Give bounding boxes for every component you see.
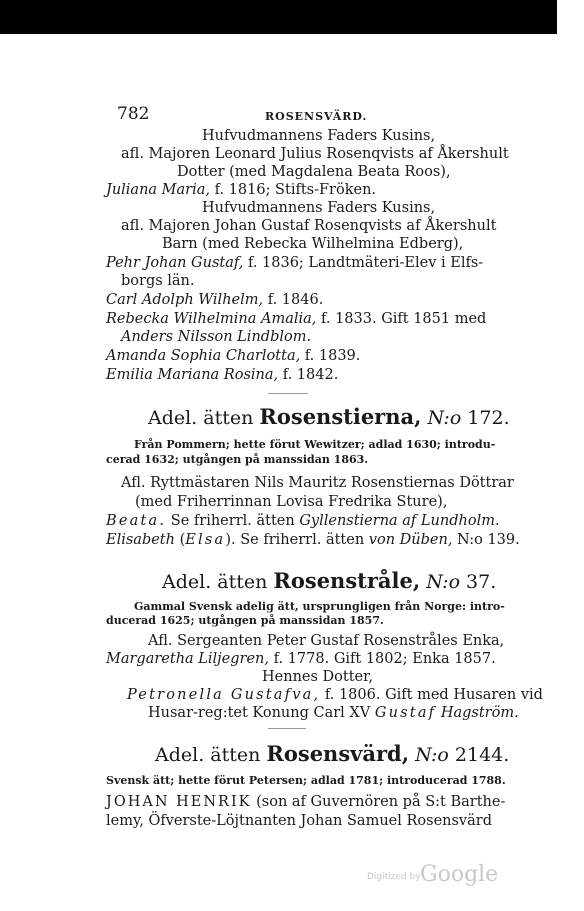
person-name: Juliana Maria, xyxy=(106,182,210,198)
entry-margaretha xyxy=(106,650,496,668)
entry-elisabeth xyxy=(106,531,520,549)
family-name: Rosenstierna, xyxy=(259,404,422,429)
family-name: Rosensvärd, xyxy=(266,741,410,766)
text-line: Hennes Dotter, xyxy=(262,669,374,685)
text-line: afl. Majoren Leonard Julius Rosenqvists af Åkershult xyxy=(121,146,509,162)
entry-rebecka xyxy=(106,310,486,328)
text-line: Afl. Sergeanten Peter Gustaf Rosenstråles Enka, xyxy=(148,633,505,649)
entry-text: N:o 139. xyxy=(452,532,520,548)
text-line: Hufvudmannens Faders Kusins, xyxy=(202,200,436,216)
scan-right-edge xyxy=(557,0,584,911)
scan-top-bar xyxy=(0,0,557,34)
section-heading-rosenstierna xyxy=(148,405,510,430)
entry-text: f. 1778. Gift 1802; Enka 1857. xyxy=(269,651,496,667)
entry-text: Husar-reg:tet Konung Carl XV xyxy=(148,705,375,721)
number-label: N:o xyxy=(415,744,449,766)
entry-text: ). Se friherrl. ätten xyxy=(225,532,369,548)
person-name: Margaretha Liljegren, xyxy=(106,651,270,667)
text-line: borgs län. xyxy=(121,273,195,289)
family-name: Rosenstråle, xyxy=(273,568,421,593)
entry-text: (son af Guvernören på S:t Barthe- xyxy=(251,794,506,810)
entry-johan-henrik xyxy=(106,793,505,811)
entry-text: f. 1842. xyxy=(278,367,339,383)
section-heading-rosenstrale xyxy=(162,569,496,594)
entry-text: Se friherrl. ätten xyxy=(166,513,300,529)
section-note: Svensk ätt; hette förut Petersen; adlad 1781; introducerad 1788. xyxy=(106,774,506,787)
entry-carl xyxy=(106,291,323,309)
person-name: Emilia Mariana Rosina, xyxy=(106,367,279,383)
watermark-brand: Google xyxy=(420,862,499,887)
person-name: Pehr Johan Gustaf, xyxy=(106,255,244,271)
section-note: cerad 1632; utgången på manssidan 1863. xyxy=(106,453,369,466)
family-number: 2144. xyxy=(448,744,510,766)
heading-prefix: Adel. ätten xyxy=(148,407,260,429)
text-line: lemy, Öfverste-Löjtnanten Johan Samuel Rosensvärd xyxy=(106,813,492,829)
entry-juliana xyxy=(106,181,376,199)
text-line: Dotter (med Magdalena Beata Roos), xyxy=(177,164,451,180)
entry-petronella xyxy=(127,686,543,704)
page-number: 782 xyxy=(117,104,150,124)
running-header: ROSENSVÄRD. xyxy=(265,110,368,123)
entry-text: f. 1806. Gift med Husaren vid xyxy=(320,687,543,703)
watermark-prefix: Digitized by xyxy=(367,872,421,882)
number-label: N:o xyxy=(426,571,461,593)
section-note: ducerad 1625; utgången på manssidan 1857. xyxy=(106,614,384,627)
person-name: Carl Adolph Wilhelm, xyxy=(106,292,264,308)
entry-pehr xyxy=(106,254,483,272)
person-name: Petronella Gustafva, xyxy=(127,687,321,703)
entry-text: ( xyxy=(174,532,186,548)
family-number: 37. xyxy=(460,571,497,593)
section-note: Från Pommern; hette förut Wewitzer; adlad 1630; introdu- xyxy=(134,438,496,451)
person-name: Amanda Sophia Charlotta, xyxy=(106,348,301,364)
number-label: N:o xyxy=(427,407,462,429)
text-line: Afl. Ryttmästaren Nils Mauritz Rosenstiernas Döttrar xyxy=(121,475,514,491)
heading-prefix: Adel. ätten xyxy=(162,571,274,593)
entry-text: f. 1833. Gift 1851 med xyxy=(316,311,487,327)
entry-beata xyxy=(106,512,500,530)
spouse-name: Anders Nilsson Lindblom. xyxy=(121,329,312,345)
entry-text: f. 1839. xyxy=(300,348,361,364)
text-line: afl. Majoren Johan Gustaf Rosenqvists af Åkershult xyxy=(121,218,497,234)
person-name: JOHAN HENRIK xyxy=(106,794,252,810)
person-name: Rebecka Wilhelmina Amalia, xyxy=(106,311,317,327)
cross-reference: Gyllenstierna af Lundholm. xyxy=(299,513,500,529)
heading-prefix: Adel. ätten xyxy=(155,744,267,766)
entry-husband xyxy=(148,704,519,722)
person-name: Beata. xyxy=(106,513,167,529)
section-heading-rosensvard xyxy=(155,742,509,767)
section-divider xyxy=(268,728,306,729)
person-name: Elisabeth xyxy=(106,532,175,548)
entry-text: f. 1836; Landtmäteri-Elev i Elfs- xyxy=(243,255,484,271)
family-number: 172. xyxy=(461,407,510,429)
entry-text: f. 1846. xyxy=(263,292,324,308)
section-divider xyxy=(268,393,308,394)
text-line: (med Friherrinnan Lovisa Fredrika Sture), xyxy=(135,494,448,510)
text-line: Hufvudmannens Faders Kusins, xyxy=(202,128,436,144)
text-line: Barn (med Rebecka Wilhelmina Edberg), xyxy=(162,236,464,252)
section-note: Gammal Svensk adelig ätt, ursprungligen från Norge: intro- xyxy=(134,600,505,613)
entry-text: f. 1816; Stifts-Fröken. xyxy=(209,182,377,198)
nickname: Elsa xyxy=(185,532,226,548)
person-surname: Hagström. xyxy=(436,705,519,721)
person-name: Gustaf xyxy=(374,705,437,721)
entry-emilia xyxy=(106,366,338,384)
entry-amanda xyxy=(106,347,360,365)
cross-reference: von Düben, xyxy=(368,532,453,548)
